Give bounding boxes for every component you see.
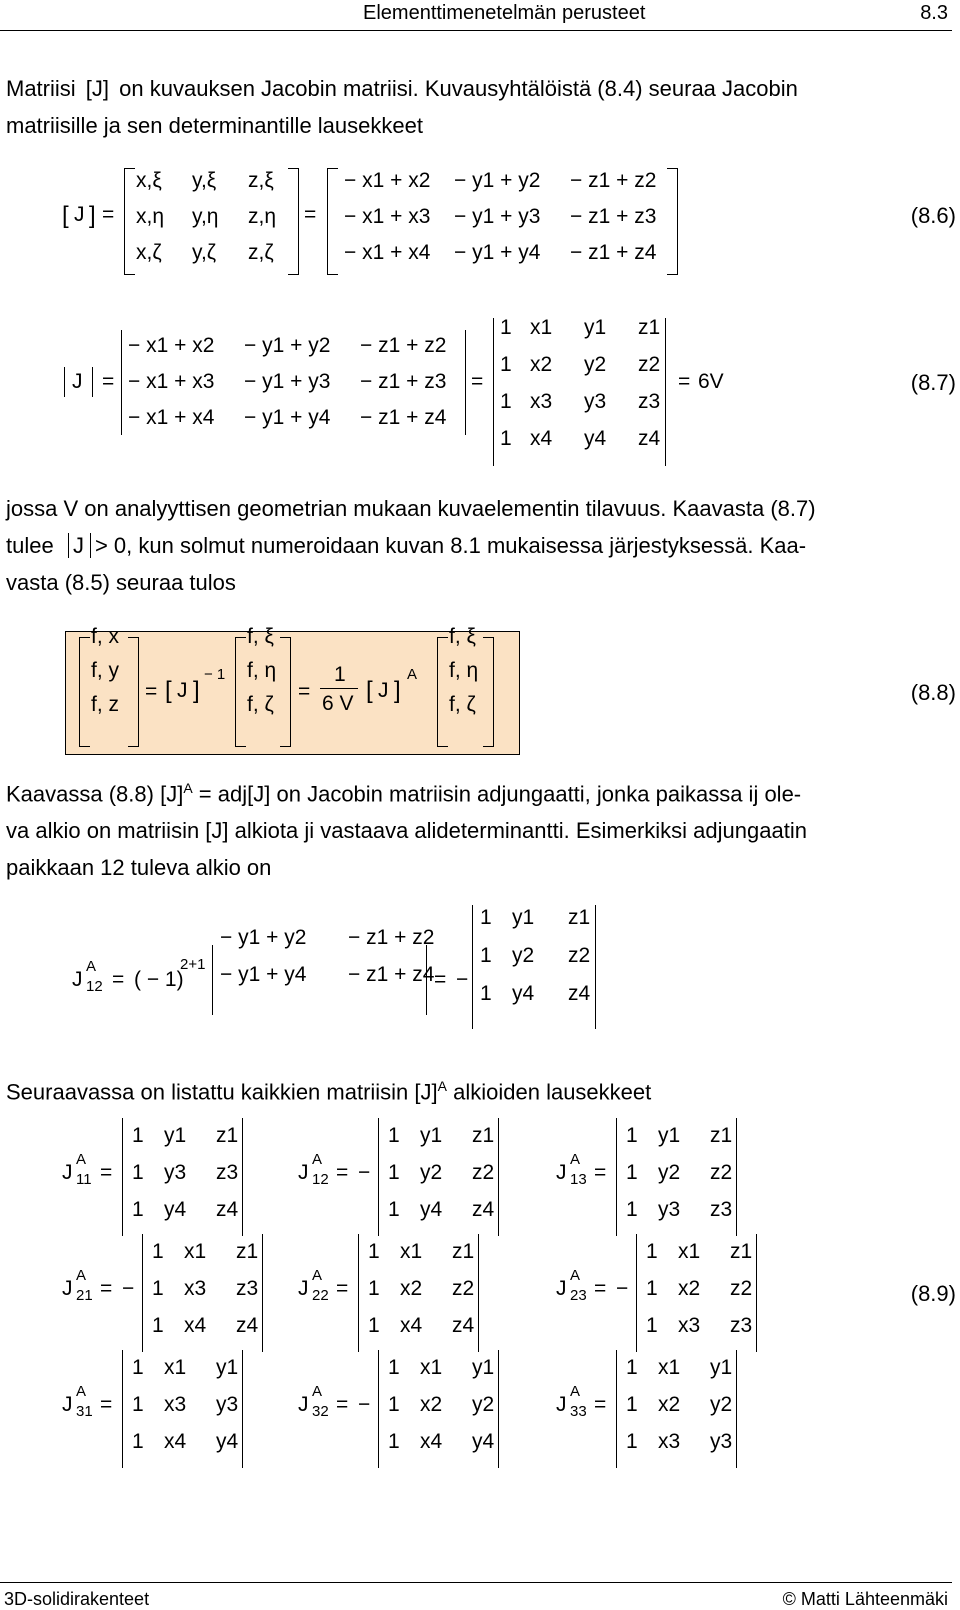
matrix-8-7-right-cell: z1 <box>638 316 661 339</box>
det-cell: 1 <box>388 1161 400 1184</box>
j-label: J <box>556 1277 567 1300</box>
det-cell: y1 <box>164 1124 187 1147</box>
matrix-J12-det-cell: z1 <box>568 906 591 929</box>
det-cell: y1 <box>658 1124 681 1147</box>
v88b-cell: f, ξ <box>247 625 274 648</box>
header-title: Elementtimenetelmän perusteet <box>363 2 646 24</box>
det-cell: x2 <box>420 1393 443 1416</box>
matrix-8-7-right-cell: 1 <box>500 353 512 376</box>
det-cell: z1 <box>452 1240 475 1263</box>
det-cell: x4 <box>400 1314 423 1337</box>
matrix-8-7-left-cell: − y1 + y2 <box>244 334 331 357</box>
matrix-8-7-right-cell: y3 <box>584 390 607 413</box>
v88a-cell: f, y <box>91 659 120 682</box>
det-cell: z1 <box>236 1240 259 1263</box>
subscript-index: 13 <box>570 1171 587 1188</box>
j-label: J <box>62 1161 73 1184</box>
v88b-cell: f, ζ <box>247 693 274 716</box>
det-cell: 1 <box>368 1314 380 1337</box>
matrix-8-7-right-cell: 1 <box>500 390 512 413</box>
det-cell: x2 <box>400 1277 423 1300</box>
matrix-8-7-right-cell: 1 <box>500 427 512 450</box>
det-bar-left <box>122 1118 123 1236</box>
equals-sign: = <box>594 1277 607 1300</box>
det-cell: 1 <box>132 1124 144 1147</box>
page-footer <box>0 1582 952 1608</box>
j-label: J <box>62 1277 73 1300</box>
eqno-8-8: (8.8) <box>910 680 956 705</box>
det-cell: y3 <box>658 1198 681 1221</box>
subscript-index: 22 <box>312 1287 329 1304</box>
det-cell: 1 <box>646 1240 658 1263</box>
v88a-cell: f, z <box>91 693 120 716</box>
equals-sign: = <box>336 1161 349 1184</box>
det-cell: 1 <box>626 1356 638 1379</box>
matrix-8-7-left-cell: − x1 + x2 <box>128 334 215 357</box>
det-cell: x4 <box>164 1430 187 1453</box>
matrix-J12-det-cell: y1 <box>512 906 535 929</box>
det-cell: y2 <box>710 1393 733 1416</box>
det-bar-right <box>478 1234 479 1352</box>
det-cell: 1 <box>626 1198 638 1221</box>
matrix-J12-minor-cell: − y1 + y2 <box>220 926 307 949</box>
det-bar-left <box>636 1234 637 1352</box>
det-cell: 1 <box>646 1277 658 1300</box>
v88b-cell: f, η <box>247 659 277 682</box>
det-cell: x3 <box>184 1277 207 1300</box>
footer-left: 3D-solidirakenteet <box>4 1589 150 1609</box>
v88c-cell: f, η <box>449 659 479 682</box>
matrix-8-7-left-cell: − y1 + y3 <box>244 370 331 393</box>
det-cell: y2 <box>658 1161 681 1184</box>
matrix-8-6-right-cell: − x1 + x2 <box>344 169 431 192</box>
det-cell: x1 <box>678 1240 701 1263</box>
matrix-8-7-right-cell: y4 <box>584 427 607 450</box>
det-cell: 1 <box>388 1356 400 1379</box>
superscript-a: A <box>76 1151 87 1168</box>
det-cell: 1 <box>132 1430 144 1453</box>
matrix-J12-det-cell: 1 <box>480 944 492 967</box>
matrix-8-6-left-cell: x,η <box>136 205 165 228</box>
minus-sign: − <box>358 1393 371 1416</box>
det-cell: z1 <box>472 1124 495 1147</box>
equals-sign: = <box>594 1393 607 1416</box>
matrix-J12-det-cell: z2 <box>568 944 591 967</box>
det-cell: x1 <box>400 1240 423 1263</box>
det-cell: 1 <box>132 1198 144 1221</box>
equals-sign: = <box>100 1393 113 1416</box>
det-cell: 1 <box>152 1240 164 1263</box>
superscript-a: A <box>76 1383 87 1400</box>
matrix-8-6-left-cell: z,η <box>248 205 277 228</box>
det-cell: z3 <box>236 1277 259 1300</box>
matrix-8-7-left-cell: − x1 + x3 <box>128 370 215 393</box>
det-bar-right <box>262 1234 263 1352</box>
det-bar-right <box>736 1118 737 1236</box>
footer-right: © Matti Lähteenmäki <box>782 1589 948 1609</box>
det-cell: z1 <box>710 1124 733 1147</box>
det-cell: y4 <box>216 1430 239 1453</box>
matrix-J12-det-cell: z4 <box>568 982 591 1005</box>
subscript-index: 11 <box>76 1171 92 1188</box>
matrix-8-7-right-cell: 1 <box>500 316 512 339</box>
det-cell: 1 <box>646 1314 658 1337</box>
det-bar-left <box>616 1118 617 1236</box>
subscript-index: 21 <box>76 1287 93 1304</box>
matrix-8-6-left-cell: z,ζ <box>248 241 274 264</box>
superscript-a: A <box>76 1267 87 1284</box>
det-cell: z3 <box>730 1314 753 1337</box>
det-cell: y1 <box>216 1356 239 1379</box>
det-bar-right <box>756 1234 757 1352</box>
matrix-8-6-right-cell: − y1 + y4 <box>454 241 541 264</box>
det-bar-left <box>358 1234 359 1352</box>
superscript-a: A <box>312 1267 323 1284</box>
det-cell: y2 <box>472 1393 495 1416</box>
det-cell: x3 <box>678 1314 701 1337</box>
eqno-8-6: (8.6) <box>910 203 956 228</box>
matrix-8-6-right-cell: − z1 + z4 <box>570 241 657 264</box>
matrix-8-6-right-cell: − y1 + y2 <box>454 169 541 192</box>
superscript-a: A <box>312 1383 323 1400</box>
minus-sign: − <box>358 1161 371 1184</box>
matrix-8-7-right-cell: x4 <box>530 427 553 450</box>
matrix-8-6-left-cell: x,ξ <box>136 169 162 192</box>
det-cell: y3 <box>710 1430 733 1453</box>
det-cell: z4 <box>236 1314 259 1337</box>
det-bar-left <box>142 1234 143 1352</box>
det-bar-left <box>122 1350 123 1468</box>
det-cell: z4 <box>452 1314 475 1337</box>
matrix-8-7-right-cell: z2 <box>638 353 661 376</box>
matrix-8-6-left-cell: y,ξ <box>192 169 217 192</box>
matrix-8-6-left-cell: z,ξ <box>248 169 274 192</box>
det-cell: x3 <box>658 1430 681 1453</box>
det-cell: 1 <box>368 1277 380 1300</box>
det-cell: z3 <box>216 1161 239 1184</box>
matrix-8-6-left-cell: x,ζ <box>136 241 162 264</box>
det-cell: 1 <box>388 1198 400 1221</box>
det-bar-right <box>498 1350 499 1468</box>
det-cell: x1 <box>164 1356 187 1379</box>
matrix-8-7-left-cell: − z1 + z4 <box>360 406 447 429</box>
det-cell: x2 <box>678 1277 701 1300</box>
subscript-index: 32 <box>312 1403 329 1420</box>
det-cell: 1 <box>626 1393 638 1416</box>
matrix-J12-minor-cell: − z1 + z2 <box>348 926 435 949</box>
matrix-8-6-right-cell: − x1 + x4 <box>344 241 431 264</box>
j-label: J <box>556 1161 567 1184</box>
paragraph-list: Seuraavassa on listattu kaikkien matriisin $[J]^A$ alkioiden lausekkeet <box>6 1078 652 1105</box>
det-cell: y4 <box>472 1430 495 1453</box>
matrix-8-7-right-cell: y2 <box>584 353 607 376</box>
matrix-8-7-right-cell: z4 <box>638 427 661 450</box>
matrix-J12-det-cell: y2 <box>512 944 535 967</box>
page-number: 8.3 <box>920 2 948 24</box>
v88c-cell: f, ξ <box>449 625 476 648</box>
det-bar-left <box>378 1118 379 1236</box>
det-cell: x1 <box>420 1356 443 1379</box>
j-label: J <box>62 1393 73 1416</box>
matrix-8-7-right-cell: z3 <box>638 390 661 413</box>
subscript-index: 31 <box>76 1403 93 1420</box>
v88a-cell: f, x <box>91 625 120 648</box>
superscript-a: A <box>570 1151 581 1168</box>
superscript-a: A <box>312 1151 323 1168</box>
det-cell: 1 <box>368 1240 380 1263</box>
det-cell: z2 <box>730 1277 753 1300</box>
equals-sign: = <box>100 1161 113 1184</box>
eqno-8-9: (8.9) <box>910 1281 956 1306</box>
subscript-index: 33 <box>570 1403 587 1420</box>
det-cell: 1 <box>388 1430 400 1453</box>
matrix-8-7-right-cell: x3 <box>530 390 553 413</box>
matrix-8-6-right-cell: − y1 + y3 <box>454 205 541 228</box>
matrix-J12-minor-cell: − y1 + y4 <box>220 963 307 986</box>
det-bar-right <box>242 1118 243 1236</box>
matrix-8-7-left-cell: − y1 + y4 <box>244 406 331 429</box>
matrix-8-6-left-cell: y,η <box>192 205 219 228</box>
matrix-8-6-right-cell: − z1 + z2 <box>570 169 657 192</box>
det-bar-right <box>736 1350 737 1468</box>
matrix-J12-det-cell: 1 <box>480 906 492 929</box>
det-cell: x1 <box>184 1240 207 1263</box>
equals-sign: = <box>336 1277 349 1300</box>
det-cell: z1 <box>216 1124 239 1147</box>
det-cell: x1 <box>658 1356 681 1379</box>
det-cell: z1 <box>730 1240 753 1263</box>
det-cell: x2 <box>658 1393 681 1416</box>
det-bar-right <box>242 1350 243 1468</box>
page-header <box>0 0 952 31</box>
det-cell: x4 <box>184 1314 207 1337</box>
matrix-8-7-left-cell: − z1 + z2 <box>360 334 447 357</box>
matrix-8-7-left-cell: − z1 + z3 <box>360 370 447 393</box>
matrix-J12-det-cell: y4 <box>512 982 535 1005</box>
det-cell: y4 <box>420 1198 443 1221</box>
det-cell: y4 <box>164 1198 187 1221</box>
det-cell: 1 <box>132 1356 144 1379</box>
det-cell: y3 <box>216 1393 239 1416</box>
det-cell: y3 <box>164 1161 187 1184</box>
equals-sign: = <box>336 1393 349 1416</box>
minus-sign: − <box>122 1277 135 1300</box>
matrix-8-7-right-cell: x2 <box>530 353 553 376</box>
det-cell: 1 <box>626 1430 638 1453</box>
det-cell: 1 <box>132 1161 144 1184</box>
paragraph-intro: Matriisi [J] on kuvauksen Jacobin matriisi. Kuvausyhtälöistä (8.4) seuraa Jacobin matriisille ja sen determinantille lausekkeet <box>6 76 798 138</box>
det-cell: 1 <box>152 1277 164 1300</box>
j-label: J <box>298 1393 309 1416</box>
subscript-index: 12 <box>312 1171 329 1188</box>
superscript-a: A <box>570 1267 581 1284</box>
det-cell: 1 <box>132 1393 144 1416</box>
j-label: J <box>556 1393 567 1416</box>
superscript-a: A <box>570 1383 581 1400</box>
det-cell: y1 <box>710 1356 733 1379</box>
det-bar-left <box>616 1350 617 1468</box>
det-cell: z4 <box>472 1198 495 1221</box>
det-cell: z3 <box>710 1198 733 1221</box>
det-cell: y1 <box>472 1356 495 1379</box>
det-cell: z2 <box>472 1161 495 1184</box>
eqno-8-7: (8.7) <box>910 370 956 395</box>
matrix-J12-minor-cell: − z1 + z4 <box>348 963 435 986</box>
matrix-8-6-left-cell: y,ζ <box>192 241 217 264</box>
det-cell: z2 <box>710 1161 733 1184</box>
minus-sign: − <box>616 1277 629 1300</box>
matrix-8-7-right-cell: y1 <box>584 316 607 339</box>
matrix-8-6-right-cell: − x1 + x3 <box>344 205 431 228</box>
matrix-8-7-right-cell: x1 <box>530 316 553 339</box>
matrix-8-6-right-cell: − z1 + z3 <box>570 205 657 228</box>
det-cell: 1 <box>626 1161 638 1184</box>
matrix-8-7-left-cell: − x1 + x4 <box>128 406 215 429</box>
det-cell: 1 <box>626 1124 638 1147</box>
det-cell: z4 <box>216 1198 239 1221</box>
equals-sign: = <box>594 1161 607 1184</box>
det-cell: y2 <box>420 1161 443 1184</box>
paragraph-volume: jossa V on analyyttisen geometrian mukaan kuvaelementin tilavuus. Kaavasta (8.7) tulee J > 0, kun solmut numeroidaan kuvan 8.1 mukaisessa järjestyksessä. Kaa- vasta (8.5) seuraa tulos <box>6 496 816 595</box>
equals-sign: = <box>100 1277 113 1300</box>
subscript-index: 23 <box>570 1287 587 1304</box>
det-cell: x3 <box>164 1393 187 1416</box>
det-cell: 1 <box>152 1314 164 1337</box>
j-label: J <box>298 1161 309 1184</box>
v88c-cell: f, ζ <box>449 693 476 716</box>
det-cell: z2 <box>452 1277 475 1300</box>
det-cell: y1 <box>420 1124 443 1147</box>
j-label: J <box>298 1277 309 1300</box>
paragraph-adjugate: Kaavassa (8.8) $[J]^A = adj[J]$ on Jacobin matriisin adjungaatti, jonka paikassa ij ole- va alkio on matriisin [J] alkiota ji vastaava alideterminantti. Esimerkiksi adjungaatin paikkaan 12 tuleva alkio on <box>6 780 807 881</box>
det-cell: 1 <box>388 1124 400 1147</box>
det-bar-left <box>378 1350 379 1468</box>
det-cell: x4 <box>420 1430 443 1453</box>
det-bar-right <box>498 1118 499 1236</box>
matrix-J12-det-cell: 1 <box>480 982 492 1005</box>
det-cell: 1 <box>388 1393 400 1416</box>
